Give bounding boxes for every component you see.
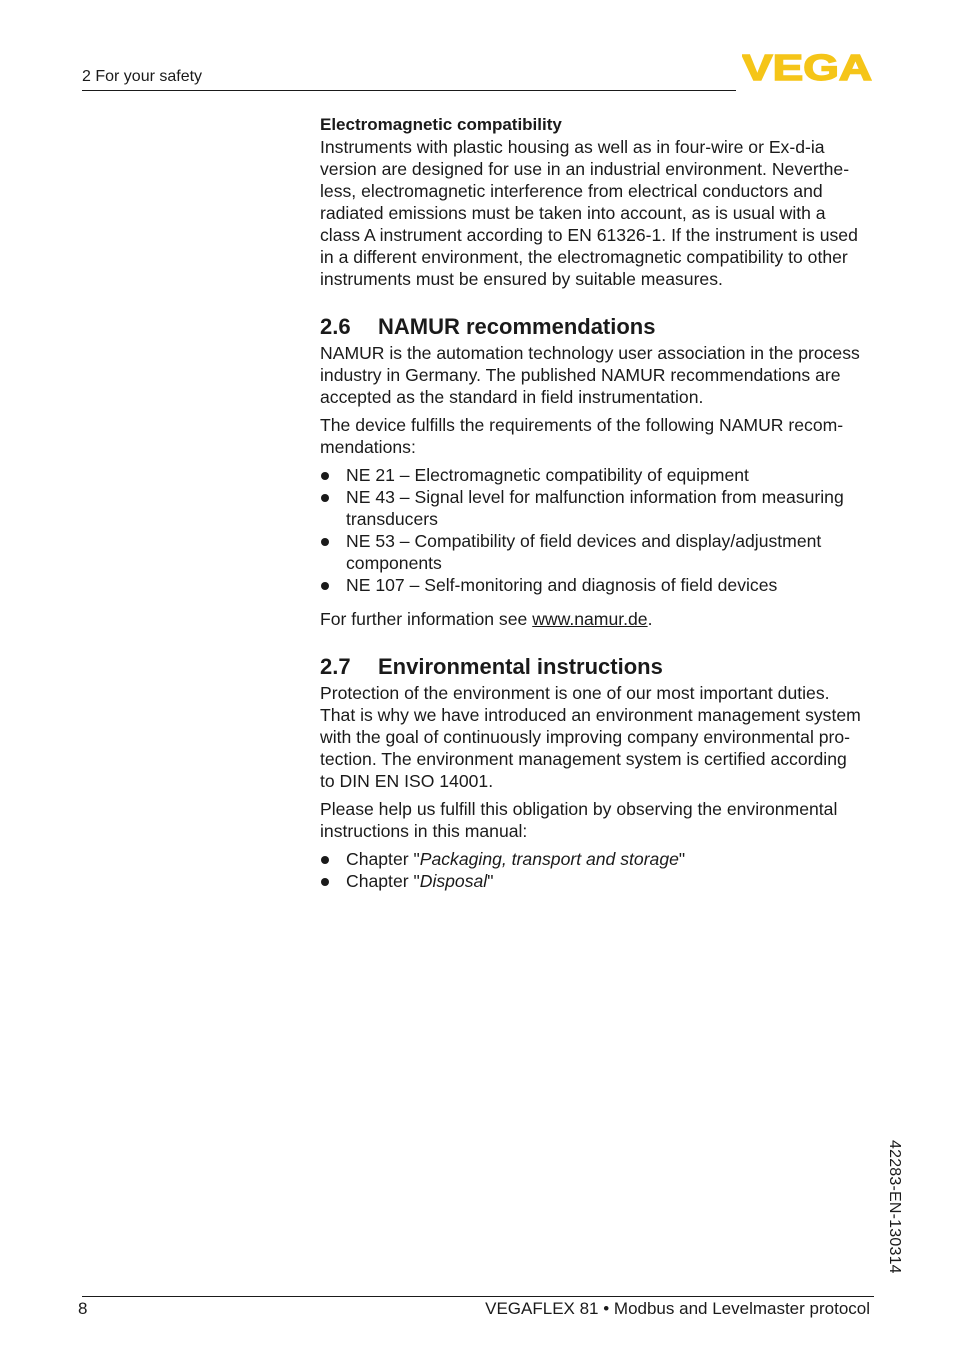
text-line: NE 107 – Self-monitoring and diagnosis of field devices bbox=[346, 575, 778, 595]
chapter-prefix: Chapter " bbox=[346, 871, 420, 891]
footer-title: VEGAFLEX 81 • Modbus and Levelmaster protocol bbox=[485, 1299, 870, 1318]
text-line: in a different environment, the electromagnetic compatibility to other bbox=[320, 247, 848, 267]
namur-link[interactable]: www.namur.de bbox=[532, 609, 648, 629]
section-title: Environmental instructions bbox=[378, 654, 663, 679]
text-line: Protection of the environment is one of our most important duties. bbox=[320, 683, 830, 703]
header-section-title: 2 For your safety bbox=[82, 68, 203, 85]
text-line: That is why we have introduced an environment management system bbox=[320, 705, 861, 725]
text-line: components bbox=[346, 553, 442, 573]
namur-paragraph-1 bbox=[320, 342, 876, 408]
list-item bbox=[320, 486, 876, 530]
list-item bbox=[320, 870, 876, 892]
vega-logo-text: VEGA bbox=[742, 52, 872, 82]
vega-logo bbox=[742, 52, 872, 82]
page-number: 8 bbox=[78, 1299, 88, 1318]
emc-title: Electromagnetic compatibility bbox=[320, 115, 562, 134]
text-line: Please help us fulfill this obligation by observing the environmental bbox=[320, 799, 838, 819]
chapter-reference: Packaging, transport and storage bbox=[419, 849, 679, 869]
text-line: accepted as the standard in field instrumentation. bbox=[320, 387, 704, 407]
document-id: 42283-EN-130314 bbox=[886, 1140, 903, 1274]
text-line: to DIN EN ISO 14001. bbox=[320, 771, 494, 791]
list-item bbox=[320, 574, 876, 596]
section-heading-environment bbox=[320, 654, 876, 680]
namur-list bbox=[320, 464, 876, 596]
chapter-prefix: Chapter " bbox=[346, 849, 420, 869]
text-line: industry in Germany. The published NAMUR recommendations are bbox=[320, 365, 841, 385]
text-line: NE 21 – Electromagnetic compatibility of equipment bbox=[346, 465, 749, 485]
text-line: radiated emissions must be taken into account, as is usual with a bbox=[320, 203, 826, 223]
header-rule bbox=[82, 90, 736, 91]
text-line: less, electromagnetic interference from electrical conductors and bbox=[320, 181, 823, 201]
text-line: instructions in this manual: bbox=[320, 821, 528, 841]
section-heading-namur bbox=[320, 314, 876, 340]
further-info-prefix: For further information see bbox=[320, 609, 533, 629]
namur-paragraph-2 bbox=[320, 414, 876, 458]
text-line: The device fulfills the requirements of the following NAMUR recom- bbox=[320, 415, 844, 435]
text-line: Instruments with plastic housing as well as in four-wire or Ex-d-ia bbox=[320, 137, 825, 157]
section-title: NAMUR recommendations bbox=[378, 314, 656, 339]
chapter-reference: Disposal bbox=[419, 871, 488, 891]
env-paragraph-1 bbox=[320, 682, 876, 792]
text-line: instruments must be ensured by suitable measures. bbox=[320, 269, 723, 289]
section-number: 2.6 bbox=[320, 314, 351, 339]
env-list bbox=[320, 848, 876, 892]
text-line: mendations: bbox=[320, 437, 416, 457]
text-line: NE 53 – Compatibility of field devices and display/adjustment bbox=[346, 531, 822, 551]
text-line: transducers bbox=[346, 509, 438, 529]
further-info-suffix: . bbox=[647, 609, 653, 629]
text-line: version are designed for use in an industrial environment. Neverthe- bbox=[320, 159, 850, 179]
text-line: NE 43 – Signal level for malfunction information from measuring bbox=[346, 487, 844, 507]
page-content bbox=[320, 114, 876, 892]
list-item bbox=[320, 848, 876, 870]
text-line: tection. The environment management system is certified according bbox=[320, 749, 847, 769]
text-line: with the goal of continuously improving company environmental pro- bbox=[320, 727, 851, 747]
emc-paragraph bbox=[320, 136, 876, 290]
namur-further-info bbox=[320, 608, 876, 630]
section-number: 2.7 bbox=[320, 654, 351, 679]
list-item bbox=[320, 530, 876, 574]
text-line: class A instrument according to EN 61326-1. If the instrument is used bbox=[320, 225, 858, 245]
chapter-suffix: " bbox=[487, 871, 494, 891]
text-line: NAMUR is the automation technology user association in the process bbox=[320, 343, 860, 363]
footer-rule bbox=[82, 1296, 874, 1297]
env-paragraph-2 bbox=[320, 798, 876, 842]
list-item bbox=[320, 464, 876, 486]
chapter-suffix: " bbox=[678, 849, 686, 869]
